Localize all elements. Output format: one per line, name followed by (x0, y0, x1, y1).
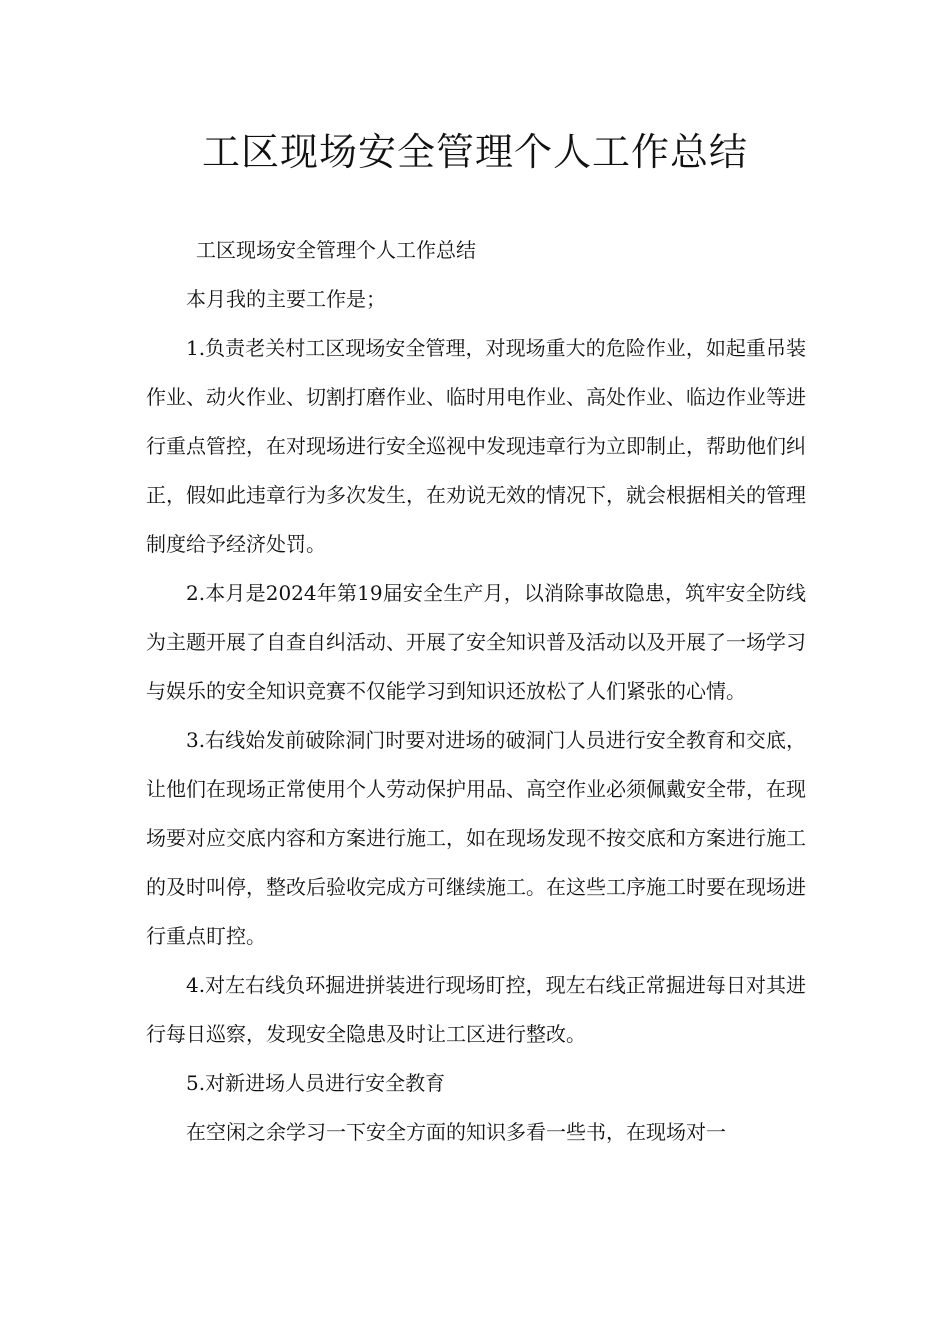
document-title: 工区现场安全管理个人工作总结 (201, 130, 748, 174)
paragraph-item-4: 4.对左右线负环掘进拼装进行现场盯控，现左右线正常掘进每日对其进行每日巡察，发现安全隐患及时让工区进行整改。 (146, 973, 806, 1046)
paragraph-intro: 本月我的主要工作是； (186, 287, 386, 311)
document-body (146, 226, 806, 1157)
paragraph-item-2: 2.本月是2024年第19届安全生产月，以消除事故隐患，筑牢安全防线为主题开展了自查自纠活动、开展了安全知识普及活动以及开展了一场学习与娱乐的安全知识竞赛不仅能学习到知识还放松了人们紧张的心情。 (146, 581, 806, 703)
paragraph-item-1: 1.负责老关村工区现场安全管理，对现场重大的危险作业，如起重吊装作业、动火作业、切割打磨作业、临时用电作业、高处作业、临边作业等进行重点管控，在对现场进行安全巡视中发现违章行为立即制止，帮助他们纠正，假如此违章行为多次发生，在劝说无效的情况下，就会根据相关的管理制度给予经济处罚。 (146, 336, 806, 556)
paragraph-item-3: 3.右线始发前破除洞门时要对进场的破洞门人员进行安全教育和交底，让他们在现场正常使用个人劳动保护用品、高空作业必须佩戴安全带，在现场要对应交底内容和方案进行施工，如在现场发现不按交底和方案进行施工的及时叫停，整改后验收完成方可继续施工。在这些工序施工时要在现场进行重点盯控。 (146, 728, 806, 948)
paragraph-item-5: 5.对新进场人员进行安全教育 (186, 1071, 446, 1095)
paragraph-subtitle: 工区现场安全管理个人工作总结 (196, 238, 476, 262)
paragraph-closing: 在空闲之余学习一下安全方面的知识多看一些书，在现场对一 (186, 1120, 726, 1144)
